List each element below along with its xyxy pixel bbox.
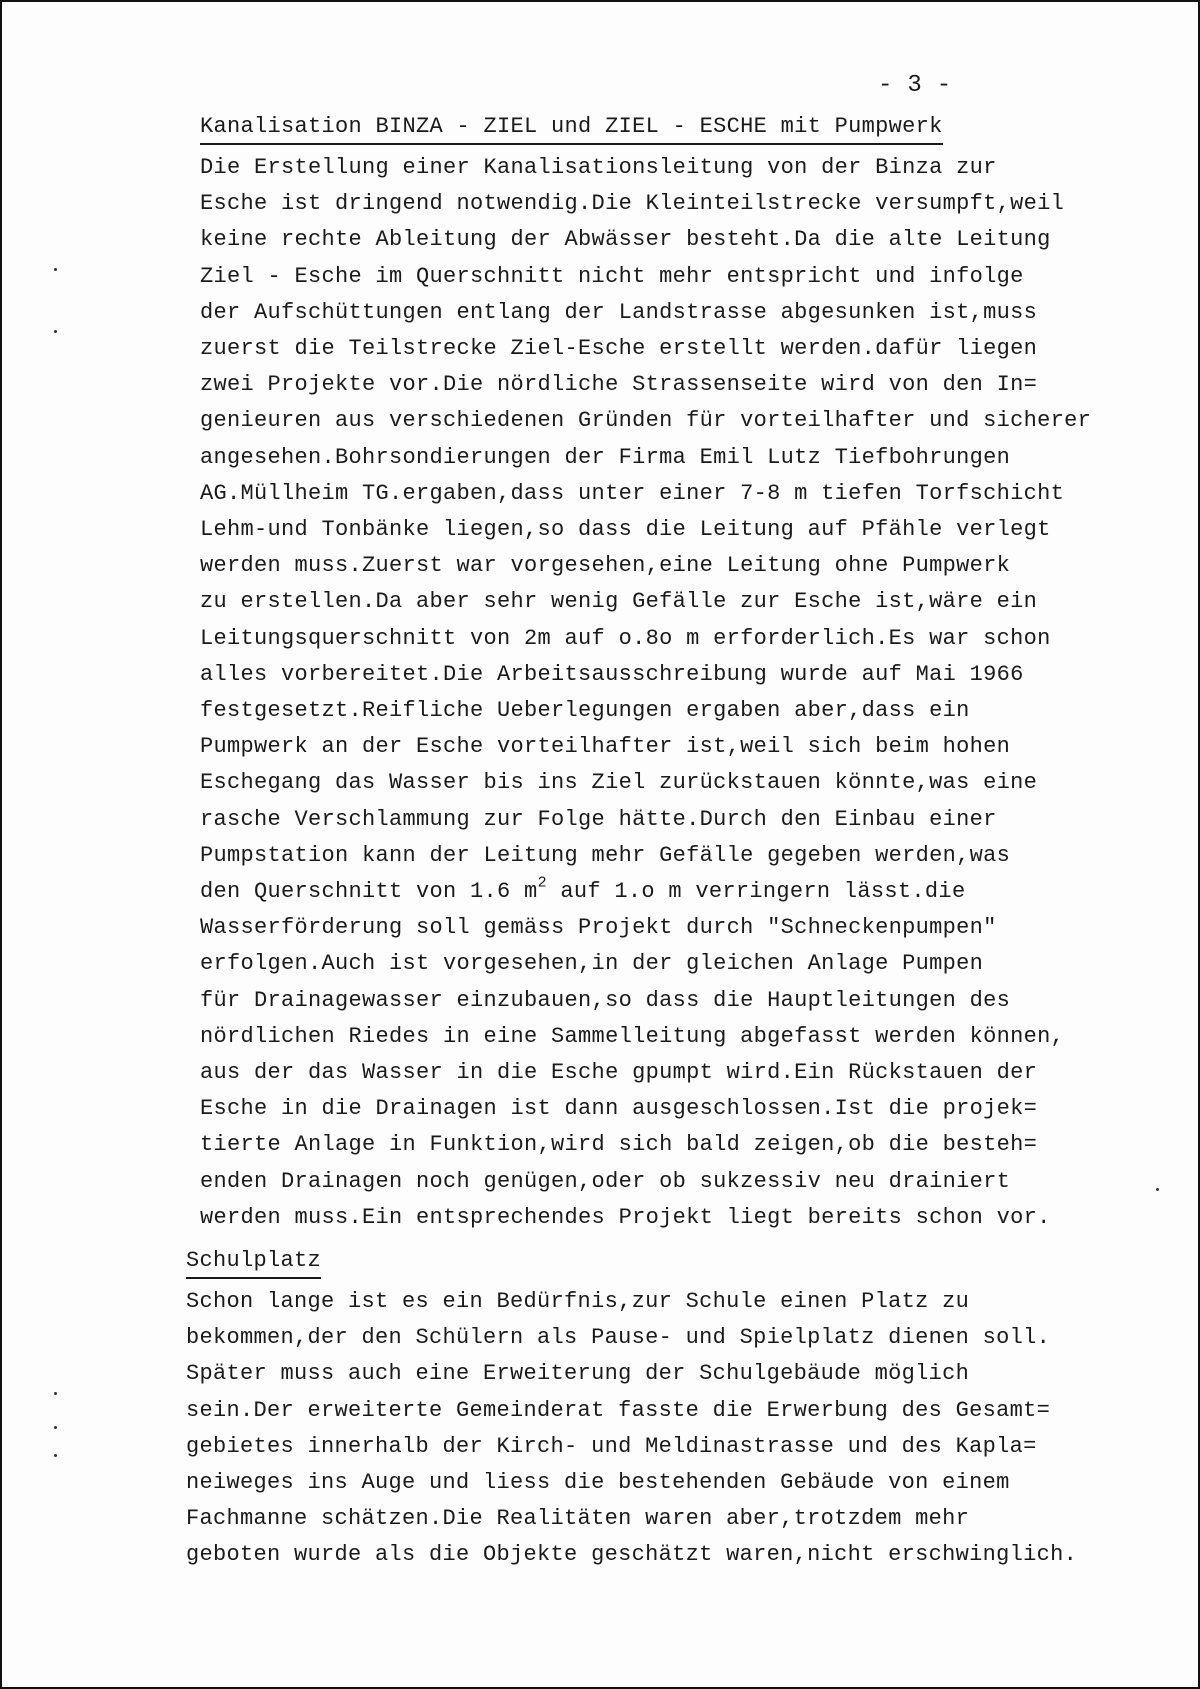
text-line: erfolgen.Auch ist vorgesehen,in der gleichen Anlage Pumpen: [200, 951, 984, 977]
text-line-end: auf 1.o m verringern lässt.die: [546, 879, 966, 905]
text-line: Pumpwerk an der Esche vorteilhafter ist,weil sich beim hohen: [200, 734, 1011, 760]
text-line: der Aufschüttungen entlang der Landstrasse abgesunken ist,muss: [200, 299, 1038, 325]
text-line-with-superscript: [200, 874, 1091, 910]
text-line: bekommen,der den Schülern als Pause- und Spielplatz dienen soll.: [186, 1325, 1051, 1351]
text-line: tierte Anlage in Funktion,wird sich bald zeigen,ob die besteh=: [200, 1132, 1038, 1158]
text-line: geboten wurde als die Objekte geschätzt waren,nicht erschwinglich.: [186, 1542, 1078, 1568]
scan-speck: [1156, 1188, 1159, 1191]
text-line: zwei Projekte vor.Die nördliche Strassenseite wird von den In=: [200, 372, 1038, 398]
text-line: werden muss.Zuerst war vorgesehen,eine Leitung ohne Pumpwerk: [200, 553, 1011, 579]
text-line: für Drainagewasser einzubauen,so dass die Hauptleitungen des: [200, 987, 1011, 1013]
text-line: Später muss auch eine Erweiterung der Schulgebäude möglich: [186, 1361, 970, 1387]
text-line: neiweges ins Auge und liess die bestehenden Gebäude von einem: [186, 1470, 1010, 1496]
text-line: aus der das Wasser in die Esche gpumpt wird.Ein Rückstauen der: [200, 1060, 1038, 1086]
superscript-exponent: 2: [537, 874, 547, 892]
text-line: Lehm-und Tonbänke liegen,so dass die Leitung auf Pfähle verlegt: [200, 517, 1051, 543]
scan-speck: [54, 1392, 57, 1395]
section-heading-text: Schulplatz: [186, 1248, 321, 1279]
text-line: Fachmanne schätzen.Die Realitäten waren aber,trotzdem mehr: [186, 1506, 970, 1532]
paragraph-kanalisation: [200, 150, 1091, 1236]
text-line: Pumpstation kann der Leitung mehr Gefälle gegeben werden,was: [200, 842, 1011, 868]
text-line: Die Erstellung einer Kanalisationsleitung von der Binza zur: [200, 155, 997, 180]
text-line: Leitungsquerschnitt von 2m auf o.8o m erforderlich.Es war schon: [200, 625, 1051, 651]
section-heading-kanalisation: [200, 114, 943, 145]
text-line: Wasserförderung soll gemäss Projekt durch "Schneckenpumpen": [200, 915, 997, 941]
text-line: rasche Verschlammung zur Folge hätte.Durch den Einbau einer: [200, 806, 997, 832]
text-line: angesehen.Bohrsondierungen der Firma Emil Lutz Tiefbohrungen: [200, 444, 1011, 470]
text-line: Esche in die Drainagen ist dann ausgeschlossen.Ist die projek=: [200, 1096, 1038, 1122]
text-line: sein.Der erweiterte Gemeinderat fasste die Erwerbung des Gesamt=: [186, 1397, 1051, 1423]
text-line: gebietes innerhalb der Kirch- und Meldinastrasse und des Kapla=: [186, 1433, 1037, 1459]
page-number: - 3 -: [878, 72, 952, 99]
text-line: Ziel - Esche im Querschnitt nicht mehr entspricht und infolge: [200, 263, 1024, 289]
scan-speck: [54, 268, 57, 271]
paragraph-schulplatz: [186, 1284, 1077, 1574]
text-line: alles vorbereitet.Die Arbeitsausschreibung wurde auf Mai 1966: [200, 661, 1024, 687]
text-line: werden muss.Ein entsprechendes Projekt liegt bereits schon vor.: [200, 1204, 1051, 1230]
text-line-start: den Querschnitt von 1.6 m: [200, 879, 538, 905]
text-line: Eschegang das Wasser bis ins Ziel zurückstauen könnte,was eine: [200, 770, 1038, 796]
text-line: enden Drainagen noch genügen,oder ob sukzessiv neu drainiert: [200, 1168, 1011, 1194]
text-line: zu erstellen.Da aber sehr wenig Gefälle zur Esche ist,wäre ein: [200, 589, 1038, 615]
scan-speck: [54, 330, 57, 333]
text-line: genieuren aus verschiedenen Gründen für vorteilhafter und sicherer: [200, 408, 1092, 434]
text-line: zuerst die Teilstrecke Ziel-Esche erstellt werden.dafür liegen: [200, 336, 1038, 362]
text-line: Schon lange ist es ein Bedürfnis,zur Schule einen Platz zu: [186, 1289, 970, 1314]
section-heading-text: Kanalisation BINZA - ZIEL und ZIEL - ESCHE mit Pumpwerk: [200, 114, 943, 145]
text-line: keine rechte Ableitung der Abwässer besteht.Da die alte Leitung: [200, 227, 1051, 253]
section-heading-schulplatz: [186, 1248, 321, 1279]
text-line: festgesetzt.Reifliche Ueberlegungen ergaben aber,dass ein: [200, 698, 970, 724]
text-line: nördlichen Riedes in eine Sammelleitung abgefasst werden können,: [200, 1023, 1065, 1049]
text-line: AG.Müllheim TG.ergaben,dass unter einer 7-8 m tiefen Torfschicht: [200, 480, 1065, 506]
text-line: Esche ist dringend notwendig.Die Kleinteilstrecke versumpft,weil: [200, 191, 1065, 217]
scan-speck: [54, 1454, 57, 1457]
scan-speck: [54, 1426, 57, 1429]
